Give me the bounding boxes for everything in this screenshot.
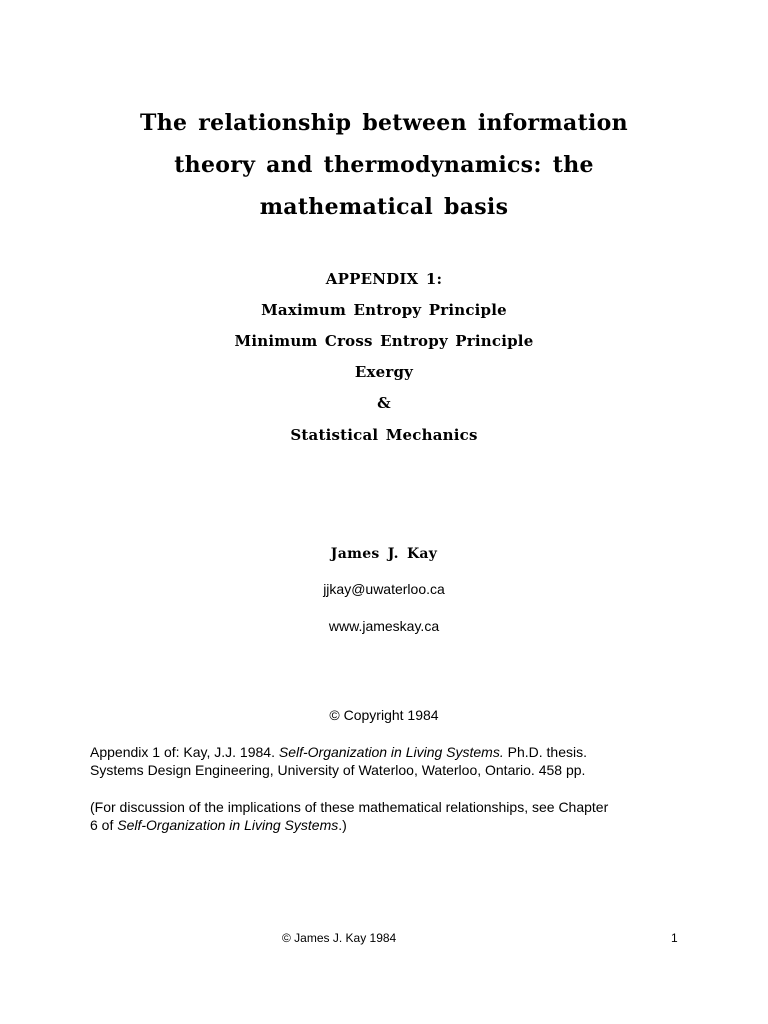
note-book-title: Self-Organization in Living Systems	[117, 817, 339, 833]
page-number: 1	[671, 931, 678, 945]
note-line-2	[90, 816, 690, 834]
appendix-topic: &	[377, 394, 391, 412]
note-line-1: (For discussion of the implications of these mathematical relationships, see Chapter	[90, 799, 609, 815]
appendix-topic: Statistical Mechanics	[290, 426, 478, 444]
title-line-1: The relationship between information	[140, 110, 628, 136]
footer-copyright: © James J. Kay 1984	[282, 931, 397, 945]
title-line-3: mathematical basis	[259, 194, 509, 220]
appendix-topic: Exergy	[354, 363, 414, 381]
appendix-heading: APPENDIX 1:	[325, 270, 443, 288]
citation-book-title: Self-Organization in Living Systems.	[278, 744, 504, 760]
citation-suffix: Ph.D. thesis.	[503, 744, 587, 760]
copyright-notice: © Copyright 1984	[329, 707, 439, 723]
note-suffix: .)	[338, 817, 347, 833]
author-name: James J. Kay	[330, 546, 438, 562]
appendix-topic: Minimum Cross Entropy Principle	[234, 332, 534, 350]
citation-line-2: Systems Design Engineering, University of Waterloo, Waterloo, Ontario. 458 pp.	[90, 762, 586, 778]
author-email[interactable]: jjkay@uwaterloo.ca	[323, 581, 445, 597]
citation-paragraph	[90, 743, 690, 779]
citation-prefix: Appendix 1 of: Kay, J.J. 1984.	[90, 744, 279, 760]
appendix-topic: Maximum Entropy Principle	[261, 301, 507, 319]
title-line-2: theory and thermodynamics: the	[174, 152, 594, 178]
author-website[interactable]: www.jameskay.ca	[328, 618, 440, 634]
citation-line-1	[90, 743, 690, 761]
note-paragraph	[90, 798, 690, 834]
note-prefix: 6 of	[90, 817, 118, 833]
